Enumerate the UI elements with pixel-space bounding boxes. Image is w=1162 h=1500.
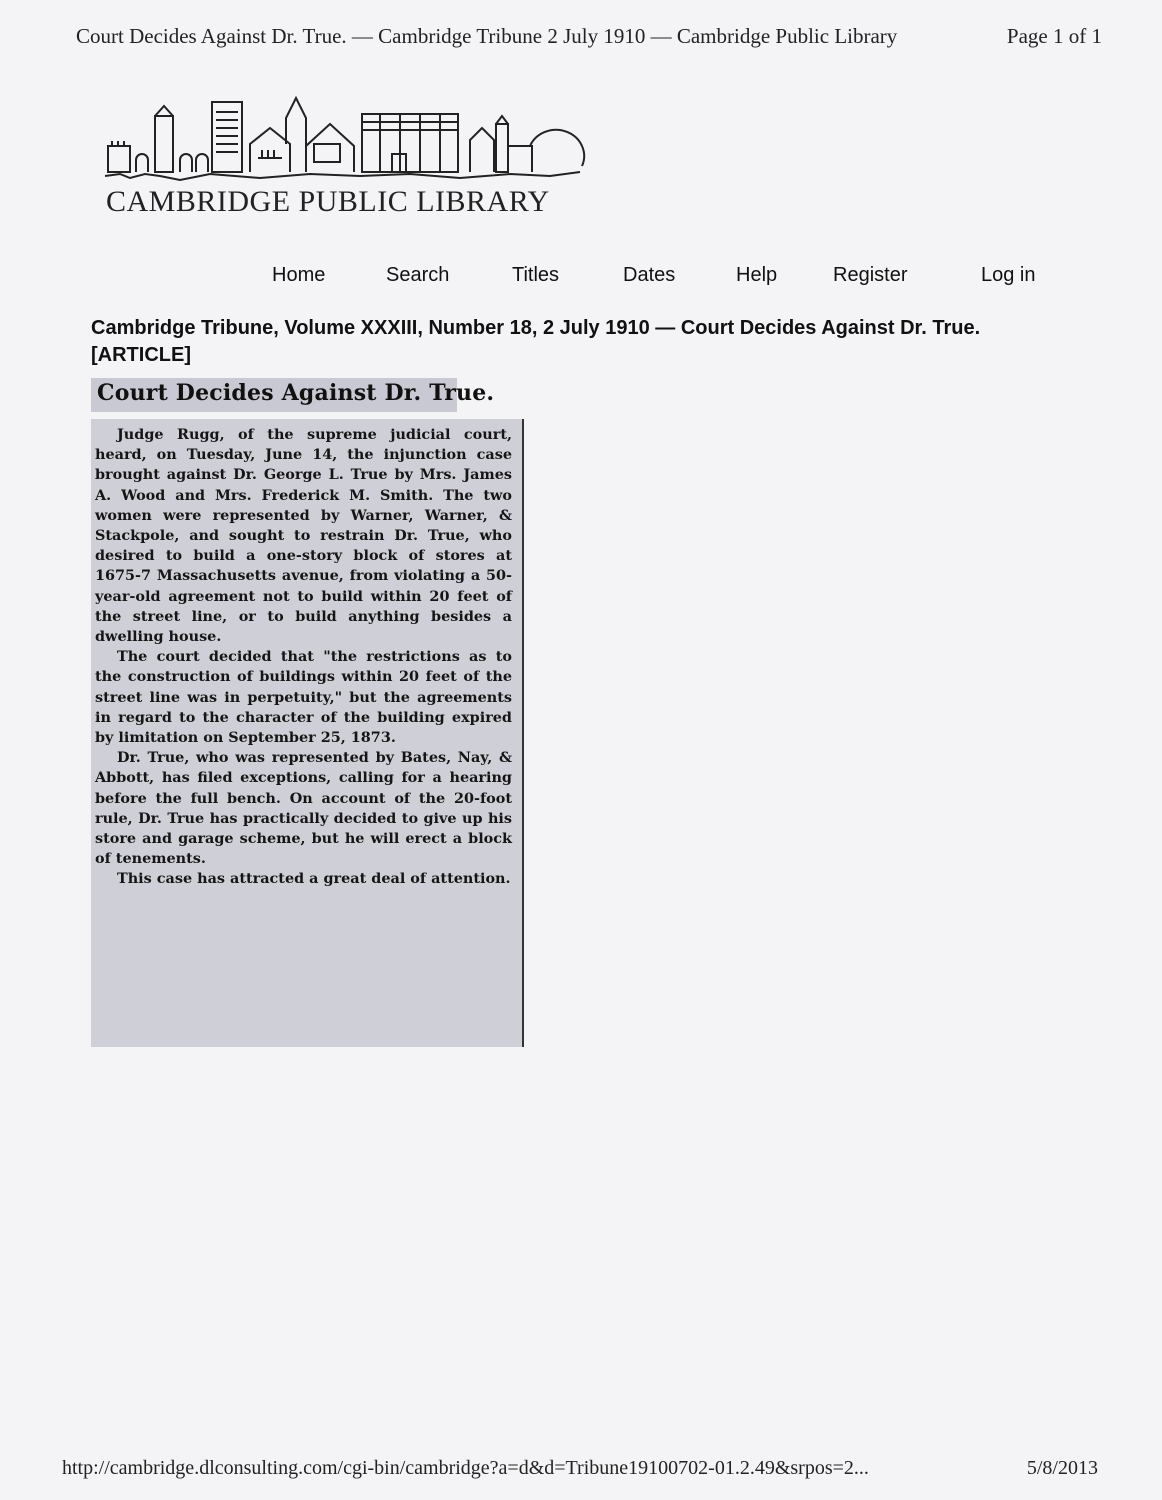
nav-login-link[interactable]: Log in — [981, 264, 1036, 286]
print-page-indicator: Page 1 of 1 — [1006, 24, 1102, 48]
print-header — [76, 24, 1102, 49]
article-paragraph: This case has attracted a great deal of attention. — [117, 870, 511, 888]
nav-home-link[interactable]: Home — [272, 264, 326, 286]
nav-search-link[interactable]: Search — [386, 264, 450, 286]
print-url: http://cambridge.dlconsulting.com/cgi-bin/cambridge?a=d&d=Tribune19100702-01.2.49&srpos=2... — [62, 1457, 869, 1479]
article-paragraph: Judge Rugg, of the supreme judicial court, heard, on Tuesday, June 14, the injunction case brought against Dr. George L. True by Mrs. James A. Wood and Mrs. Frederick M. Smith. The two women were represented by Warner, Warner, & Stackpole, and sought to restrain Dr. True, who desired to build a one-story block of stores at 1675-7 Massachusetts avenue, from violating a 50-year-old agreement not to build within 20 feet of the street line, or to build anything besides a dwelling house. — [95, 426, 512, 646]
print-footer — [62, 1457, 1098, 1480]
clipping-headline: Court Decides Against Dr. True. — [97, 380, 495, 406]
print-document-title: Court Decides Against Dr. True. — Cambridge Tribune 2 July 1910 — Cambridge Public Library — [76, 24, 898, 48]
article-paragraph: Dr. True, who was represented by Bates, Nay, & Abbott, has filed exceptions, calling for a hearing before the full bench. On account of the 20-foot rule, Dr. True has practically decided to give up his store and garage scheme, but he will erect a block of tenements. — [95, 749, 512, 868]
library-skyline-icon — [100, 94, 590, 184]
clipping-headline-box — [91, 378, 495, 412]
article-heading: Cambridge Tribune, Volume XXXIII, Number 18, 2 July 1910 — Court Decides Against Dr. True. [ARTICLE] — [91, 317, 981, 366]
nav-titles-link[interactable]: Titles — [512, 264, 560, 286]
nav-dates-link[interactable]: Dates — [623, 264, 676, 286]
library-logo-text: CAMBRIDGE PUBLIC LIBRARY — [106, 185, 550, 218]
article-paragraph: The court decided that "the restrictions as to the construction of buildings within 20 feet of the street line was in perpetuity," but the agreements in regard to the character of the building expired by limitation on September 25, 1873. — [95, 648, 512, 747]
article-clipping — [91, 419, 524, 1047]
print-date: 5/8/2013 — [1026, 1457, 1098, 1479]
nav-register-link[interactable]: Register — [833, 264, 908, 286]
nav-help-link[interactable]: Help — [736, 264, 778, 286]
